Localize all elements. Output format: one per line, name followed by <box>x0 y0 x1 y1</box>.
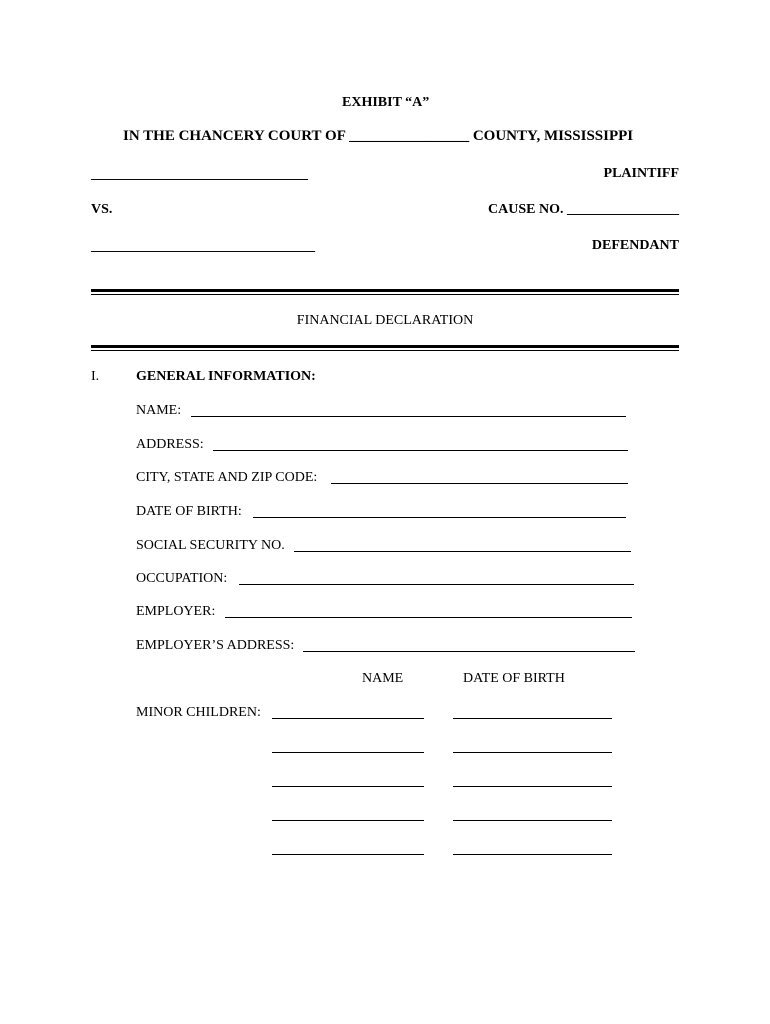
court-caption <box>123 129 633 144</box>
field-name-line[interactable] <box>191 416 626 417</box>
field-address-label: ADDRESS: <box>136 437 204 452</box>
child-dob-line[interactable] <box>453 820 612 821</box>
minor-children-label: MINOR CHILDREN: <box>136 705 261 720</box>
field-employer-address-line[interactable] <box>303 651 635 652</box>
child-name-line[interactable] <box>272 820 424 821</box>
field-dob-label: DATE OF BIRTH: <box>136 504 242 519</box>
child-dob-line[interactable] <box>453 718 612 719</box>
child-name-line[interactable] <box>272 752 424 753</box>
cause-number[interactable]: CAUSE NO. ________________ <box>488 202 679 217</box>
child-name-line[interactable] <box>272 854 424 855</box>
plaintiff-name-blank[interactable]: _______________________________ <box>91 167 308 182</box>
child-name-line[interactable] <box>272 718 424 719</box>
field-name-label: NAME: <box>136 403 182 418</box>
section-number: I. <box>91 369 100 384</box>
court-caption-right: COUNTY, MISSISSIPPI <box>472 128 634 144</box>
plaintiff-label: PLAINTIFF <box>603 166 679 181</box>
field-address-line[interactable] <box>213 450 628 451</box>
child-dob-line[interactable] <box>453 854 612 855</box>
county-blank[interactable]: ________________ <box>349 128 470 144</box>
field-city-state-zip-label: CITY, STATE AND ZIP CODE: <box>136 470 318 485</box>
field-ssn-line[interactable] <box>294 551 631 552</box>
field-employer-label: EMPLOYER: <box>136 604 216 619</box>
children-dob-header: DATE OF BIRTH <box>463 671 565 686</box>
section-heading: GENERAL INFORMATION: <box>136 369 316 384</box>
field-occupation-label: OCCUPATION: <box>136 571 228 586</box>
child-dob-line[interactable] <box>453 786 612 787</box>
defendant-name-blank[interactable]: ________________________________ <box>91 239 315 254</box>
court-caption-left: IN THE CHANCERY COURT OF <box>123 128 346 144</box>
field-dob-line[interactable] <box>253 517 626 518</box>
field-employer-line[interactable] <box>225 617 632 618</box>
document-title: FINANCIAL DECLARATION <box>296 313 474 328</box>
field-city-state-zip-line[interactable] <box>331 483 628 484</box>
child-dob-line[interactable] <box>453 752 612 753</box>
defendant-label: DEFENDANT <box>591 238 679 253</box>
exhibit-title: EXHIBIT “A” <box>342 95 430 110</box>
field-ssn-label: SOCIAL SECURITY NO. <box>136 538 285 553</box>
field-occupation-line[interactable] <box>239 584 634 585</box>
child-name-line[interactable] <box>272 786 424 787</box>
versus-label: VS. <box>91 202 113 217</box>
field-employer-address-label: EMPLOYER’S ADDRESS: <box>136 638 295 653</box>
children-name-header: NAME <box>362 671 404 686</box>
